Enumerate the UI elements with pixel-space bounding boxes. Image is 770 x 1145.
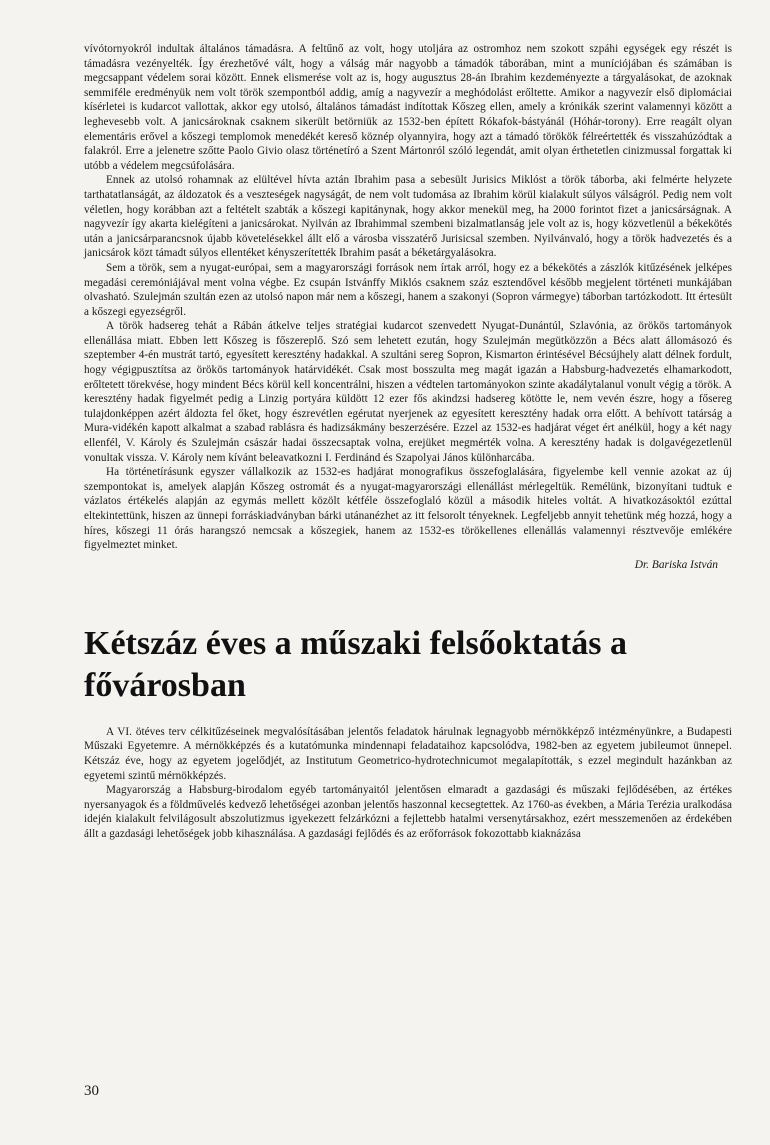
page-number: 30 <box>84 1083 99 1099</box>
paragraph: Sem a török, sem a nyugat-európai, sem a magyarországi források nem írtak arról, hogy ez a békekötés a zászlók kitűzésének jelképes megadási ceremóniájával ment volna végbe. Ez csupán Istvánffy Miklós csaknem száz esztendővel később megjelent történeti munkájában olvasható. Szulejmán szultán ezen az utolsó napon már nem a kőszegi, hanem a szakonyi (Sopron vármegye) táborban tartózkodott. Itt értesült a kőszegi egyezségről. <box>84 261 732 318</box>
author-signature: Dr. Bariska István <box>634 558 718 571</box>
paragraph: A török hadsereg tehát a Rábán átkelve teljes stratégiai kudarcot szenvedett Nyugat-Dunántúl, Szlavónia, az örökös tartományok ellenállása miatt. Ebben lett Kőszeg is főszereplő. Szó sem lehetett ezután, hogy Szulejmán megütközzön a Bécs alatt állomásozó és szeptember 4-én mustrát tartó, egyesített keresztény hadakkal. A szultáni sereg Sopron, Kismarton érintésével Bécsújhely alatt délnek fordult, hogy végigpusztítsa az örökös tartományok határvidékét. Csak most bosszulta meg magát igazán a Habsburg-hadvezetés elhamarkodott, erőltetett törekvése, hogy mindent Bécs körül kell koncentrálni, hiszen a védtelen tartományokon szinte akadálytalanul vonult végig a török. A keresztény hadak figyelmét pedig a Linzig portyára küldött 12 ezer fős akindzsi hadsereg kötötte le, nem vevén észre, hogy a fősereg tulajdonképpen azért áldozta fel őket, hogy észrevétlen egérutat nyerjenek az egyesített keresztény hadak orra előtt. A behívott tatárság a Mura-vidékén kapott alkalmat a szabad rablásra és hadizsákmány beszerzésére. Ezzel az 1532-es hadjárat véget ért anélkül, hogy a két nagy ellenfél, V. Károly és Szulejmán császár hadai összecsaptak volna, erejüket megmérték volna. A keresztény hadak is dolgavégezetlenül vonultak vissza. V. Károly nem kívánt beleavatkozni I. Ferdinánd és Szapolyai János különharcába. <box>84 320 732 464</box>
article-body-second <box>84 725 732 842</box>
paragraph: Ennek az utolsó rohamnak az elültével hívta aztán Ibrahim pasa a sebesült Jurisics Miklóst a török táborba, aki felmérte helyzete tarthatatlanságát, az áldozatok és a veszteségek nagyságát, de nem volt tudomása az Ibrahim körül kialakult súlyos válságról. Pedig nem volt véletlen, hogy korábban azt a feltételt szabták a kőszegi kapitánynak, hogy akkor menekül meg, ha 2000 forintot fizet a janicsárságnak. A nagyvezír így akarta kielégíteni a janicsárokat. Nyilván az Ibrahimmal szembeni bizalmatlanság jele volt az is, hogy közvetlenül a békekötés után a janicsárparancsnok újabb követelésekkel állt elő a városba visszatérő Jurisicsal szemben. Nyilvánvaló, hogy a török hadvezetés és a janicsárok közt támadt súlyos ellentéket kényszerítették Ibrahim pasát a béketárgyalásokra. <box>84 174 732 260</box>
paragraph: vívótornyokról indultak általános támadásra. A feltűnő az volt, hogy utoljára az ostromhoz nem szokott szpáhi egységek egy részét is támadásra vezényelték. Így érezhetővé vált, hogy a válság már nagyobb a támadók táborában, mint a muníciójában és számában is megcsappant védelem sorai között. Ennek elismerése volt az is, hogy augusztus 28-án Ibrahim kezdeményezte a tárgyalásokat, de azoknak semmiféle eredményük nem volt török szempontból addig, amíg a nagyvezír a meghódolást erőltette. Amikor a nagyvezír első diplomáciai kísérletei is kudarcot vallottak, akkor egy utolsó, általános támadást indítottak Kőszeg ellen, amely a krónikák szerint valamennyi között a leghevesebb volt. A janicsároknak csaknem sikerült betörniük az 1532-ben épített Rókafok-bástyánál (Hóhár-torony). Erre reagált olyan elementáris erővel a kőszegi templomok menedékét kereső köznép olyannyira, hogy azt a támadó törökök félreértették és visszahúzódtak a falakról. Erre a jelenetre szőtte Paolo Givio olasz történetíró a Szent Mártonról szóló legendát, amit olyan érthetetlen cinizmussal forgattak ki utóbb a védelem megcsúfolására. <box>84 43 732 172</box>
article-title: Kétszáz éves a műszaki felsőoktatás a fővárosban <box>84 624 627 704</box>
paragraph: Ha történetírásunk egyszer vállalkozik az 1532-es hadjárat monografikus összefoglalására, figyelembe kell vennie azokat az új szempontokat is, amelyek alapján Kőszeg ostromát és a nyugat-magyarországi ellenállást mérlegeltük. Remélünk, bizonyítani tudtuk e vázlatos értékelés alapján az egymás mellett közölt kétféle összefoglaló közül a második hiteles voltát. A hivatkozásoktól ezúttal eltekintettünk, hiszen az ünnepi forráskiadványban bárki utánanézhet az itt felsorolt tényeknek. Legfeljebb annyit tehetünk még hozzá, hogy a híres, kőszegi 11 órás harangszó nemcsak a kőszegiek, hanem az 1532-es törökellenes ellenállás valamennyi résztvevője emlékére figyelmeztet minket. <box>84 466 732 552</box>
paragraph: Magyarország a Habsburg-birodalom egyéb tartományaitól jelentősen elmaradt a gazdasági és műszaki fejlődésében, az értékes nyersanyagok és a földművelés kedvező lehetőségei azonban jelentős haszonnal kecsegtettek. Az 1760-as években, a Mária Terézia uralkodása idején kialakult felvilágosult abszolutizmus igyekezett felzárkózni a fejlettebb hatalmi versenytársakhoz, ezért messzemenően az érdekében állt a gazdasági lehetőségek jobb kihasználása. A gazdasági fejlődés és az erőforrások fokozottabb kiaknázása <box>84 784 732 840</box>
paragraph: A VI. ötéves terv célkitűzéseinek megvalósításában jelentős feladatok hárulnak legnagyobb mérnökképző intézményünkre, a Budapesti Műszaki Egyetemre. A mérnökképzés és a kutatómunka mindennapi feladataihoz kapcsolódva, 1982-ben az egyetem jubileumot ünnepel. Kétszáz éve, hogy az egyetem jogelődjét, az Institutum Geometrico-hydrotechnicumot megalapították, s ezzel megindult hazánkban az egyetemi szintű mérnökképzés. <box>84 725 732 782</box>
article-body <box>84 42 732 553</box>
